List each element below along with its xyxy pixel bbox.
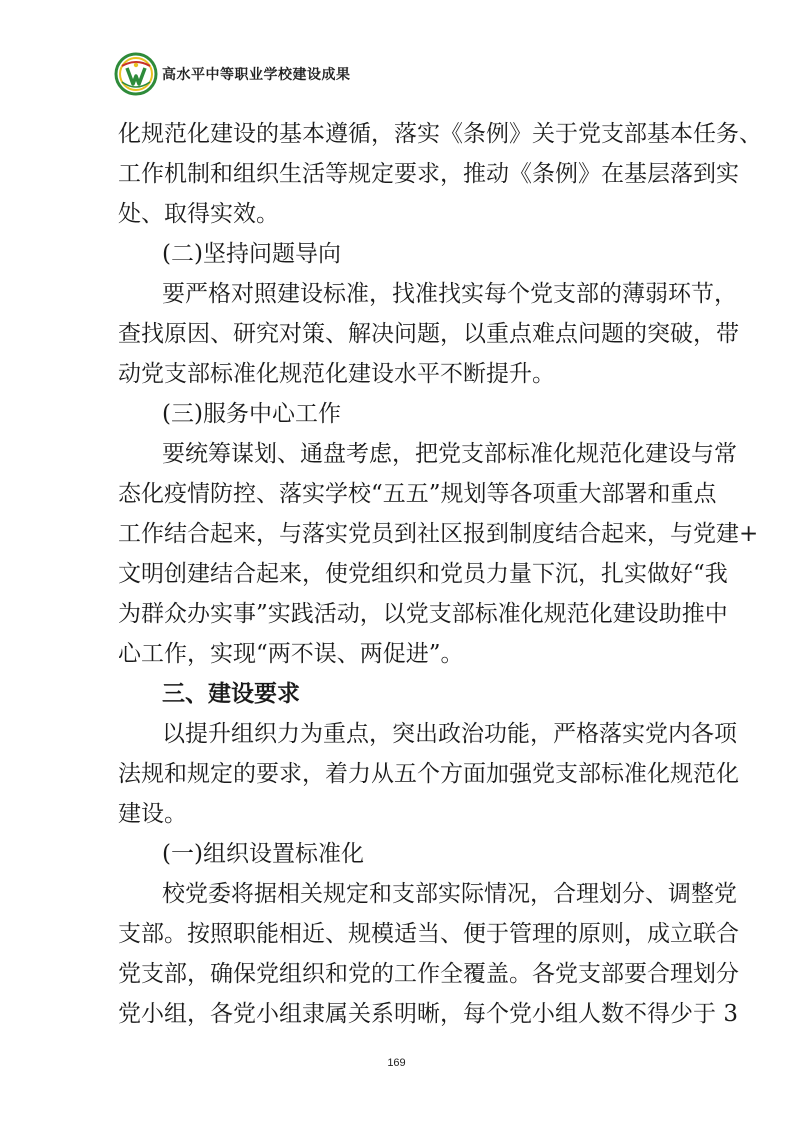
text-line: 态 化 疫 情 防 控 、 落 实 学 校 “ 五 五 ” 规 划 等 各 项 重 大 部 署 和 重 点 <box>118 481 717 507</box>
text-line: 查 找 原 因 、 研 究 对 策 、 解 决 问 题 ， 以 重 点 难 点 问 题 的 突 破 ， 带 <box>118 321 739 347</box>
subsection-heading: (一)组织设置标准化 <box>162 841 364 867</box>
text-line: 为 群 众 办 实 事 ” 实 践 活 动 ， 以 党 支 部 标 准 化 规 范 化 建 设 助 推 中 <box>118 601 728 627</box>
text-line: 法 规 和 规 定 的 要 求 ， 着 力 从 五 个 方 面 加 强 党 支 部 标 准 化 规 范 化 <box>118 761 739 787</box>
text-line: 校 党 委 将 据 相 关 规 定 和 支 部 实 际 情 况 ， 合 理 划 分 、 调 整 党 <box>162 881 737 907</box>
subsection-heading: (二)坚持问题导向 <box>162 241 341 267</box>
subsection-heading: (三)服务中心工作 <box>162 401 341 427</box>
text-line: 工 作 机 制 和 组 织 生 活 等 规 定 要 求 ， 推 动 《 条 例 》 在 基 层 落 到 实 <box>118 161 739 187</box>
text-line: 工 作 结 合 起 来 ， 与 落 实 党 员 到 社 区 报 到 制 度 结 合 起 来 ， 与 党 建 + <box>118 521 759 547</box>
text-line: 化 规 范 化 建 设 的 基 本 遵 循 ， 落 实 《 条 例 》 关 于 党 支 部 基 本 任 务 、 <box>118 121 762 147</box>
text-line: 支 部 。 按 照 职 能 相 近 、 规 模 适 当 、 便 于 管 理 的 原 则 ， 成 立 联 合 <box>118 921 739 947</box>
text-line: 党 小 组 ， 各 党 小 组 隶 属 关 系 明 晰 ， 每 个 党 小 组 人 数 不 得 少 于 3 <box>118 1001 738 1027</box>
text-line: 文 明 创 建 结 合 起 来 ， 使 党 组 织 和 党 员 力 量 下 沉 ， 扎 实 做 好 “ 我 <box>118 561 728 587</box>
header-title: 高水平中等职业学校建设成果 <box>162 67 351 83</box>
page-header <box>114 52 351 96</box>
text-line: 以 提 升 组 织 力 为 重 点 ， 突 出 政 治 功 能 ， 严 格 落 实 党 内 各 项 <box>162 721 737 747</box>
text-line: 动党支部标准化规范化建设水平不断提升。 <box>118 361 555 387</box>
school-emblem-icon <box>114 52 158 96</box>
text-line: 建设。 <box>118 801 187 827</box>
text-line: 党 支 部 ， 确 保 党 组 织 和 党 的 工 作 全 覆 盖 。 各 党 支 部 要 合 理 划 分 <box>118 961 739 987</box>
text-line: 处、取得实效。 <box>118 201 279 227</box>
section-heading: 三、建设要求 <box>162 681 300 707</box>
text-line: 要 严 格 对 照 建 设 标 准 ， 找 准 找 实 每 个 党 支 部 的 薄 弱 环 节 ， <box>162 281 737 307</box>
text-line: 心工作，实现“两不误、两促进”。 <box>118 641 464 667</box>
text-line: 要 统 筹 谋 划 、 通 盘 考 虑 ， 把 党 支 部 标 准 化 规 范 化 建 设 与 常 <box>162 441 737 467</box>
page-number: 169 <box>387 1057 406 1069</box>
document-body <box>118 114 762 1034</box>
